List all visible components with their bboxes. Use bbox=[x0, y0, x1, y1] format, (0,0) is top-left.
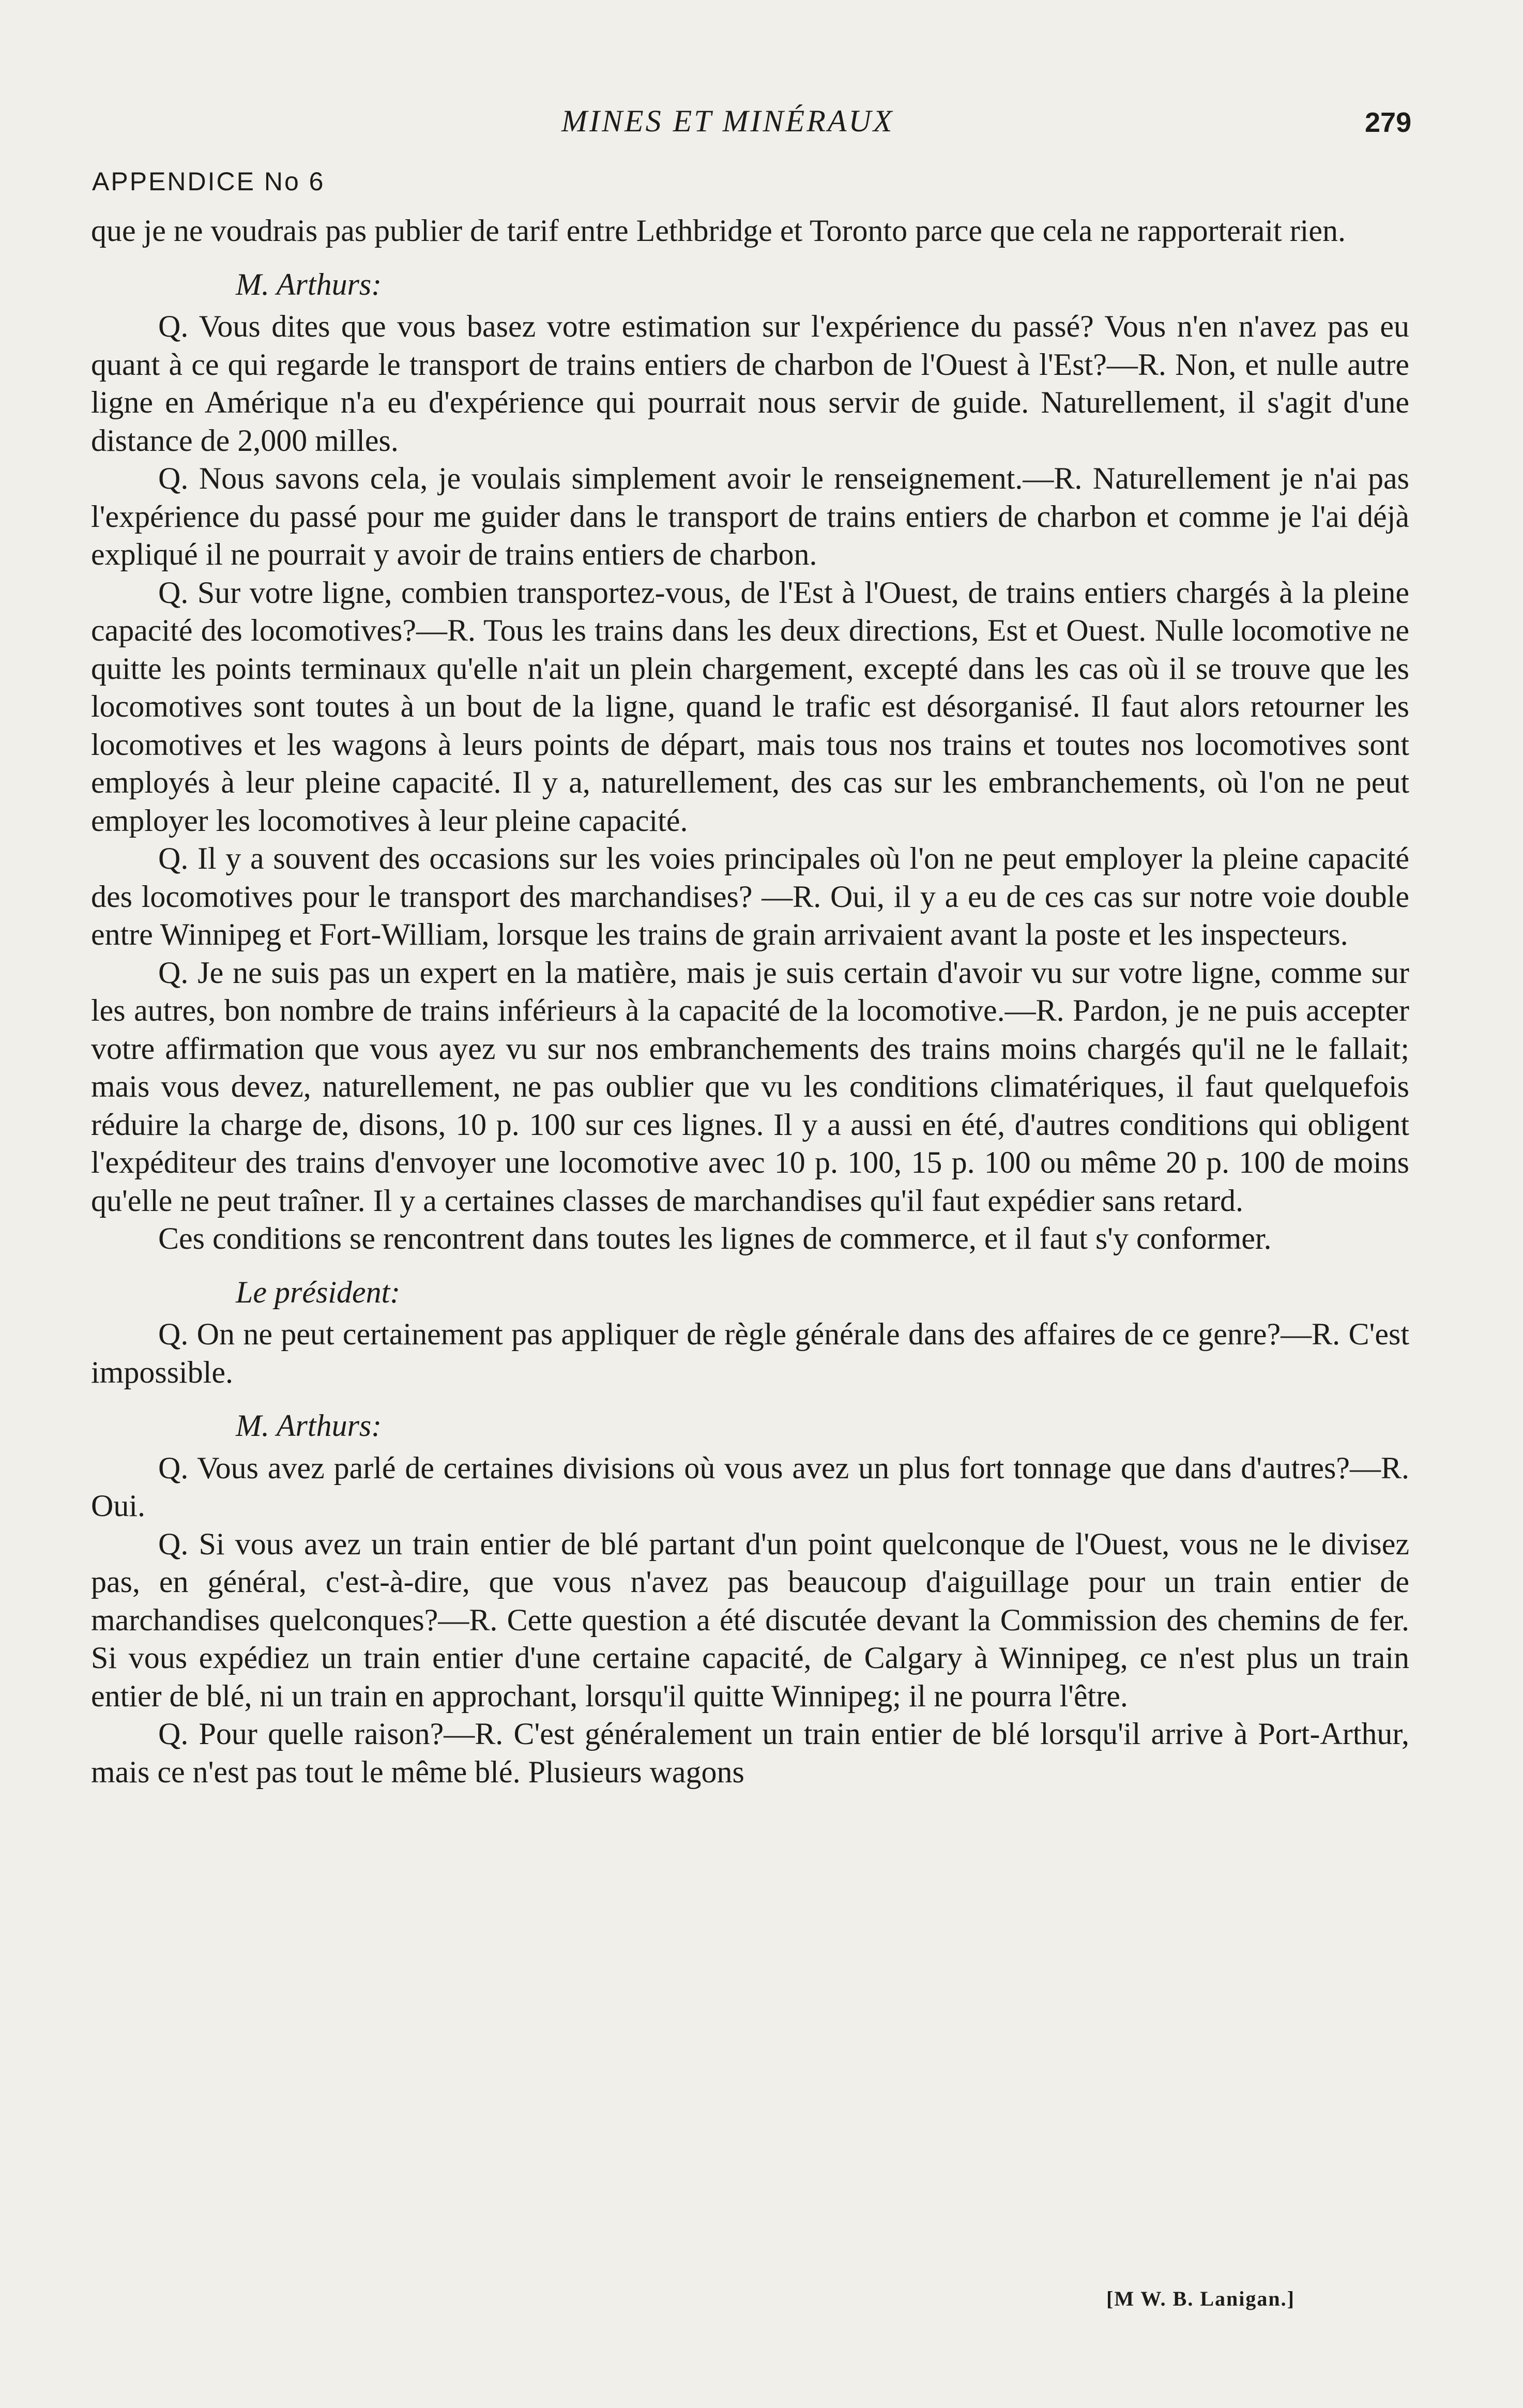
paragraph: Q. Nous savons cela, je voulais simplement avoir le renseignement.—R. Naturellement je n'ai pas l'expérience du passé pour me guider dans le transport de trains entiers de charbon et comme je l'ai déjà expliqué il ne pourrait y avoir de trains entiers de charbon. bbox=[91, 461, 1409, 571]
paragraph: Q. Sur votre ligne, combien transportez-vous, de l'Est à l'Ouest, de trains entiers chargés à la pleine capacité des locomotives?—R. Tous les trains dans les deux directions, Est et Ouest. Nulle locomotive ne quitte les points terminaux qu'elle n'ait un plein chargement, excepté dans les cas où il se trouve que les locomotives sont toutes à un bout de la ligne, quand le trafic est désorganisé. Il faut alors retourner les locomotives et les wagons à leurs points de départ, mais tous nos trains et toutes nos locomotives sont employés à leur pleine capacité. Il y a, naturellement, des cas sur les embranchements, où l'on ne peut employer les locomotives à leur pleine capacité. bbox=[91, 575, 1409, 838]
speaker-label: M. Arthurs: bbox=[236, 267, 382, 301]
running-title: MINES ET MINÉRAUX bbox=[561, 104, 894, 138]
paragraph: Q. Si vous avez un train entier de blé partant d'un point quelconque de l'Ouest, vous ne le divisez pas, en général, c'est-à-dire, que vous n'avez pas beaucoup d'aiguillage pour un train entier de marchandises quelconques?—R. Cette question a été discutée devant la Commission des chemins de fer. Si vous expédiez un train entier d'une certaine capacité, de Calgary à Winnipeg, ce n'est plus un train entier de blé, ni un train en approchant, lorsqu'il quitte Winnipeg; il ne pourra l'être. bbox=[91, 1526, 1409, 1713]
paragraph: que je ne voudrais pas publier de tarif entre Lethbridge et Toronto parce que cela ne rapporterait rien. bbox=[91, 214, 1346, 248]
page-number: 279 bbox=[1365, 107, 1412, 138]
paragraph: Q. On ne peut certainement pas appliquer de règle générale dans des affaires de ce genre?—R. C'est impossible. bbox=[91, 1317, 1409, 1389]
paragraph: Q. Pour quelle raison?—R. C'est généralement un train entier de blé lorsqu'il arrive à Port-Arthur, mais ce n'est pas tout le même blé. Plusieurs wagons bbox=[91, 1717, 1409, 1789]
paragraph: Q. Il y a souvent des occasions sur les voies principales où l'on ne peut employer la pleine capacité des locomotives pour le transport des marchandises? —R. Oui, il y a eu de ces cas sur notre voie double entre Winnipeg et Fort-William, lorsque les trains de grain arrivaient avant la poste et les inspecteurs. bbox=[91, 841, 1409, 951]
speaker-label: M. Arthurs: bbox=[236, 1409, 382, 1443]
paragraph: Q. Vous avez parlé de certaines divisions où vous avez un plus fort tonnage que dans d'autres?—R. Oui. bbox=[91, 1450, 1409, 1523]
appendix-label: APPENDICE No 6 bbox=[92, 167, 325, 196]
body-text bbox=[91, 212, 1409, 1791]
paragraph: Q. Je ne suis pas un expert en la matière, mais je suis certain d'avoir vu sur votre ligne, comme sur les autres, bon nombre de trains inférieurs à la capacité de la locomotive.—R. Pardon, je ne puis accepter votre affirmation que vous ayez vu sur nos embranchements des trains moins chargés qu'il ne le fallait; mais vous devez, naturellement, ne pas oublier que vu les conditions climatériques, il faut quelquefois réduire la charge de, disons, 10 p. 100 sur ces lignes. Il y a aussi en été, d'autres conditions qui obligent l'expéditeur des trains d'envoyer une locomotive avec 10 p. 100, 15 p. 100 ou même 20 p. 100 de moins qu'elle ne peut traîner. Il y a certaines classes de marchandises qu'il faut expédier sans retard. bbox=[91, 955, 1409, 1218]
paragraph: Q. Vous dites que vous basez votre estimation sur l'expérience du passé? Vous n'en n'avez pas eu quant à ce qui regarde le transport de trains entiers de charbon de l'Ouest à l'Est?—R. Non, et nulle autre ligne en Amérique n'a eu d'expérience qui pourrait nous servir de guide. Naturellement, il s'agit d'une distance de 2,000 milles. bbox=[91, 309, 1409, 458]
paragraph: Ces conditions se rencontrent dans toutes les lignes de commerce, et il faut s'y conformer. bbox=[158, 1221, 1272, 1255]
speaker-label: Le président: bbox=[236, 1275, 401, 1309]
printer-mark: [M W. B. Lanigan.] bbox=[1106, 2287, 1295, 2310]
